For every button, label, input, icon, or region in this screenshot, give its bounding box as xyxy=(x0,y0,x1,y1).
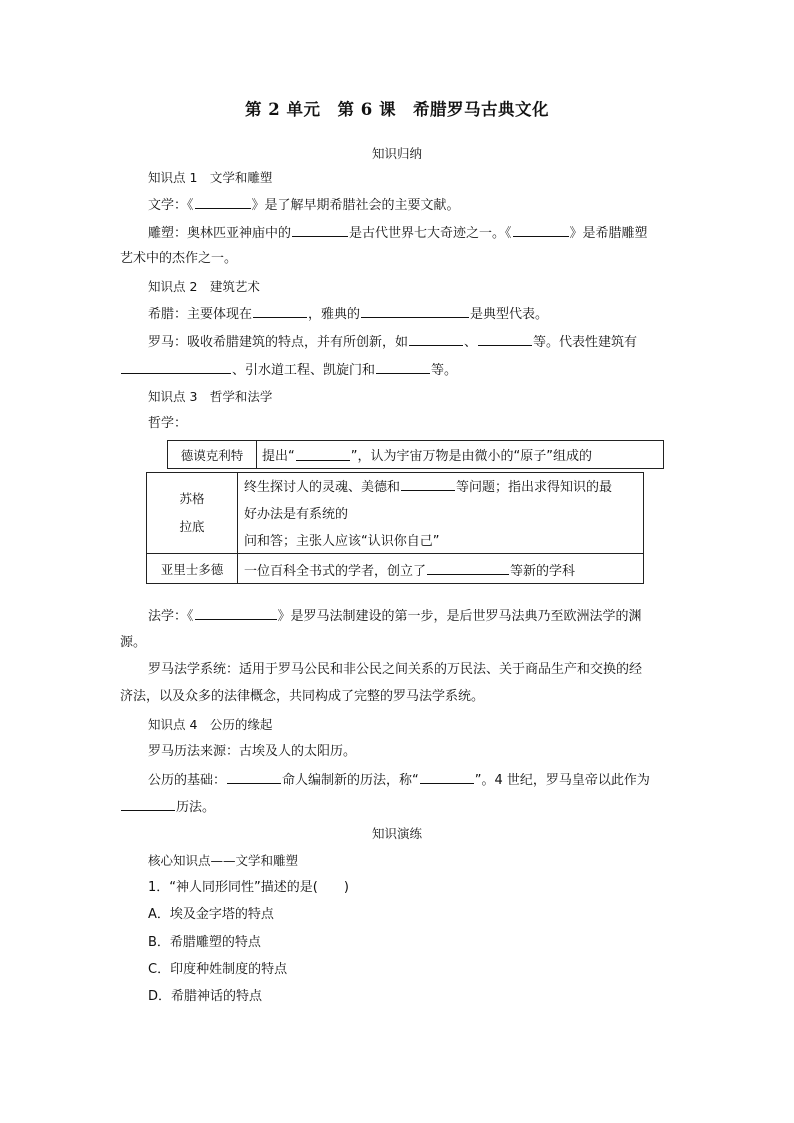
row-aristotle xyxy=(147,554,643,583)
kp2-rome-text-b: 、 xyxy=(464,335,478,350)
kp2-rome-text-c: 等。代表性建筑有 xyxy=(533,335,638,350)
kp2-rome-cont-text-b: 等。 xyxy=(431,363,458,378)
kp4-basis-text-a: 公历的基础： xyxy=(148,773,227,788)
kp1-sculpture xyxy=(148,224,648,243)
socrates-name-cell xyxy=(147,473,238,553)
kp3-law-text-b: 》是罗马法制建设的第一步，是后世罗马法典乃至欧洲法学的渊 xyxy=(277,609,642,624)
blank-greece-2[interactable] xyxy=(361,305,469,318)
aristotle-text-a: 一位百科全书式的学者，创立了 xyxy=(244,564,427,579)
blank-greece-1[interactable] xyxy=(253,305,307,318)
democritus-text xyxy=(262,441,592,468)
socrates-name-a: 苏格 xyxy=(179,491,205,506)
option-a[interactable]: A．埃及金字塔的特点 xyxy=(148,907,274,922)
table-philosophers xyxy=(146,472,644,584)
kp2-heading: 知识点 2 建筑艺术 xyxy=(148,279,260,294)
democritus-name: 德谟克利特 xyxy=(168,441,257,468)
kp3-law xyxy=(148,607,642,626)
democritus-text-b: ”，认为宇宙万物是由微小的“原子”组成的 xyxy=(350,449,592,464)
socrates-line-1-b: 等问题；指出求得知识的最 xyxy=(456,480,613,495)
kp2-rome-text-a: 罗马：吸收希腊建筑的特点，并有所创新，如 xyxy=(148,335,409,350)
kp3-heading: 知识点 3 哲学和法学 xyxy=(148,389,273,404)
aristotle-name: 亚里士多德 xyxy=(147,554,238,583)
kp4-basis-text-b: 命人编制新的历法，称“ xyxy=(282,773,419,788)
blank-socrates[interactable] xyxy=(401,478,455,491)
kp3-philosophy-label: 哲学： xyxy=(148,416,188,431)
option-b[interactable]: B．希腊雕塑的特点 xyxy=(148,935,261,950)
kp2-greece-text-b: ，雅典的 xyxy=(308,307,361,322)
blank-rome-4[interactable] xyxy=(376,361,430,374)
question-1: 1．“神人同形同性”描述的是( ) xyxy=(148,880,349,895)
kp4-basis-text-c: ”。4 世纪，罗马皇帝以此作为 xyxy=(474,773,650,788)
kp2-greece xyxy=(148,305,548,324)
blank-rome-1[interactable] xyxy=(409,333,463,346)
section-knowledge-practice: 知识演练 xyxy=(371,826,422,841)
democritus-text-a: 提出“ xyxy=(262,449,295,464)
option-c[interactable]: C．印度种姓制度的特点 xyxy=(148,962,288,977)
kp2-greece-text-a: 希腊：主要体现在 xyxy=(148,307,253,322)
kp2-rome-cont-text-a: 、引水道工程、凯旋门和 xyxy=(232,363,376,378)
kp2-rome-cont xyxy=(120,361,457,380)
socrates-line-1 xyxy=(244,476,612,495)
kp1-heading: 知识点 1 文学和雕塑 xyxy=(148,170,273,185)
blank-literature[interactable] xyxy=(195,196,251,209)
blank-sculpture-1[interactable] xyxy=(292,224,348,237)
kp4-basis-cont xyxy=(120,798,215,817)
socrates-line-1-a: 终生探讨人的灵魂、美德和 xyxy=(244,480,401,495)
blank-rome-3[interactable] xyxy=(121,361,231,374)
kp4-heading: 知识点 4 公历的缘起 xyxy=(148,717,273,732)
blank-sculpture-2[interactable] xyxy=(513,224,569,237)
kp3-roman-law-2: 济法，以及众多的法律概念，共同构成了完整的罗马法学系统。 xyxy=(120,689,485,704)
kp1-sculpture-text-c: 》是希腊雕塑 xyxy=(569,226,648,241)
kp1-sculpture-text-a: 雕塑：奥林匹亚神庙中的 xyxy=(148,226,292,241)
kp4-basis xyxy=(148,771,650,790)
blank-law[interactable] xyxy=(195,607,277,620)
aristotle-text xyxy=(244,560,575,579)
section-knowledge-summary: 知识归纳 xyxy=(371,146,422,161)
kp1-sculpture-text-b: 是古代世界七大奇迹之一。《 xyxy=(349,226,512,241)
blank-basis-1[interactable] xyxy=(227,771,281,784)
socrates-line-3: 问和答；主张人应该“认识你自己” xyxy=(244,534,440,549)
kp1-literature-text-a: 文学：《 xyxy=(148,198,194,213)
kp2-rome xyxy=(148,333,637,352)
kp2-greece-text-c: 是典型代表。 xyxy=(470,307,549,322)
blank-rome-2[interactable] xyxy=(478,333,532,346)
blank-basis-2[interactable] xyxy=(420,771,474,784)
practice-core-heading: 核心知识点——文学和雕塑 xyxy=(148,853,299,868)
kp4-basis-cont-text: 历法。 xyxy=(176,800,216,815)
kp1-sculpture-cont: 艺术中的杰作之一。 xyxy=(120,251,238,266)
kp3-law-cont: 源。 xyxy=(120,635,147,650)
kp1-literature-text-b: 》是了解早期希腊社会的主要文献。 xyxy=(251,198,460,213)
blank-democritus[interactable] xyxy=(296,448,350,461)
kp1-literature xyxy=(148,196,460,215)
kp4-source: 罗马历法来源：古埃及人的太阳历。 xyxy=(148,744,357,759)
blank-basis-3[interactable] xyxy=(121,798,175,811)
table-democritus xyxy=(167,440,664,469)
socrates-name-b: 拉底 xyxy=(179,519,205,534)
socrates-line-2: 好办法是有系统的 xyxy=(244,507,349,522)
blank-aristotle[interactable] xyxy=(427,562,509,575)
row-socrates xyxy=(147,473,643,554)
kp3-law-text-a: 法学：《 xyxy=(148,609,194,624)
option-d[interactable]: D．希腊神话的特点 xyxy=(148,989,263,1004)
kp3-roman-law-1: 罗马法学系统：适用于罗马公民和非公民之间关系的万民法、关于商品生产和交换的经 xyxy=(148,662,643,677)
aristotle-text-b: 等新的学科 xyxy=(510,564,576,579)
page-title: 第 2 单元 第 6 课 希腊罗马古典文化 xyxy=(245,100,549,119)
